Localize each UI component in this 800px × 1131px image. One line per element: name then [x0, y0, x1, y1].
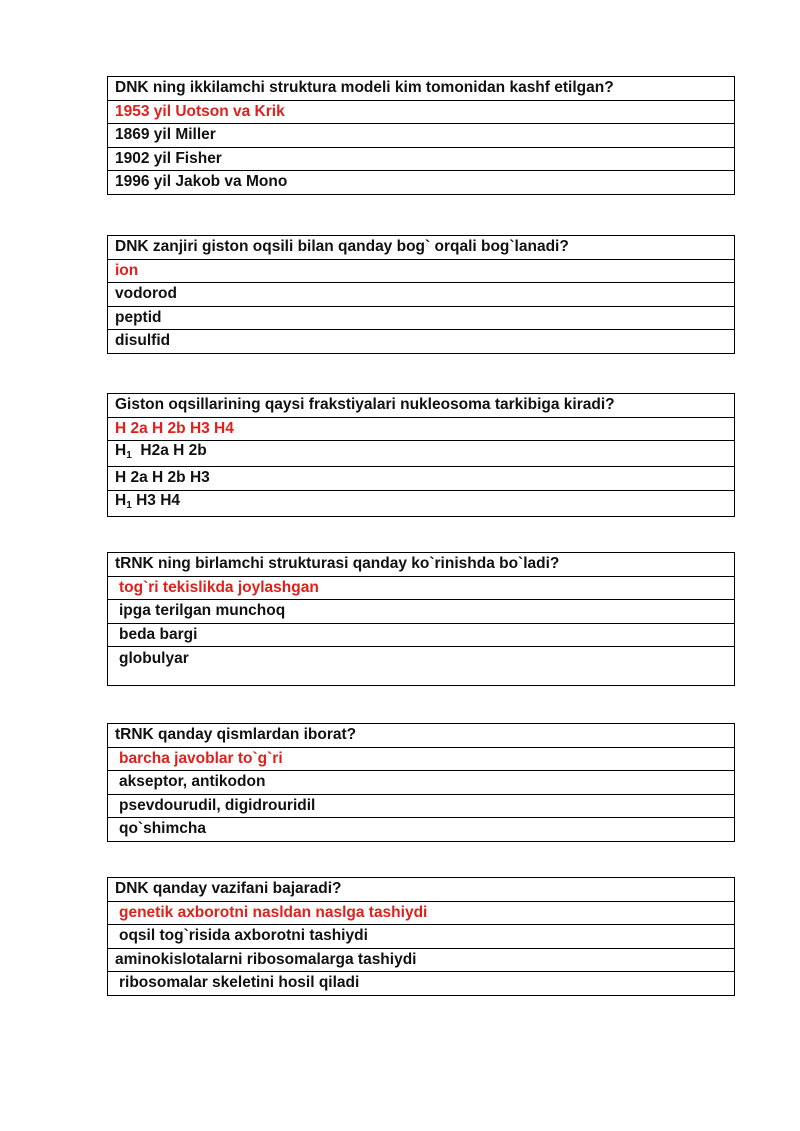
- answer-option: disulfid: [108, 330, 735, 354]
- answer-option: aminokislotalarni ribosomalarga tashiydi: [108, 948, 735, 972]
- correct-answer: 1953 yil Uotson va Krik: [108, 100, 735, 124]
- question-text: tRNK qanday qismlardan iborat?: [108, 724, 735, 748]
- correct-answer: barcha javoblar to`g`ri: [108, 747, 735, 771]
- correct-answer: ion: [108, 259, 735, 283]
- question-block-6: [107, 877, 735, 996]
- answer-option: globulyar: [108, 647, 735, 686]
- correct-answer: genetik axborotni nasldan naslga tashiydi: [108, 901, 735, 925]
- question-text: DNK qanday vazifani bajaradi?: [108, 878, 735, 902]
- answer-option: 1869 yil Miller: [108, 124, 735, 148]
- question-text: DNK ning ikkilamchi struktura modeli kim tomonidan kashf etilgan?: [108, 77, 735, 101]
- answer-option: oqsil tog`risida axborotni tashiydi: [108, 925, 735, 949]
- answer-option: beda bargi: [108, 623, 735, 647]
- question-block-3: [107, 393, 735, 517]
- answer-option: 1996 yil Jakob va Mono: [108, 171, 735, 195]
- answer-option: vodorod: [108, 283, 735, 307]
- question-text: tRNK ning birlamchi strukturasi qanday ko`rinishda bo`ladi?: [108, 553, 735, 577]
- correct-answer: H 2a H 2b H3 H4: [108, 417, 735, 441]
- question-block-1: [107, 76, 735, 195]
- question-block-5: [107, 723, 735, 842]
- question-block-4: [107, 552, 735, 686]
- answer-option: psevdourudil, digidrouridil: [108, 794, 735, 818]
- question-text: DNK zanjiri giston oqsili bilan qanday bog` orqali bog`lanadi?: [108, 236, 735, 260]
- answer-option: ribosomalar skeletini hosil qiladi: [108, 972, 735, 996]
- answer-option: peptid: [108, 306, 735, 330]
- answer-option: $H_1$ H3 H4: [108, 490, 735, 516]
- question-block-2: [107, 235, 735, 354]
- answer-option: ipga terilgan munchoq: [108, 600, 735, 624]
- answer-option: akseptor, antikodon: [108, 771, 735, 795]
- answer-option: qo`shimcha: [108, 818, 735, 842]
- question-text: Giston oqsillarining qaysi frakstiyalari nukleosoma tarkibiga kiradi?: [108, 394, 735, 418]
- correct-answer: tog`ri tekislikda joylashgan: [108, 576, 735, 600]
- answer-option: 1902 yil Fisher: [108, 147, 735, 171]
- answer-option: $H_1$ H2a H 2b: [108, 441, 735, 467]
- answer-option: H 2a H 2b H3: [108, 467, 735, 491]
